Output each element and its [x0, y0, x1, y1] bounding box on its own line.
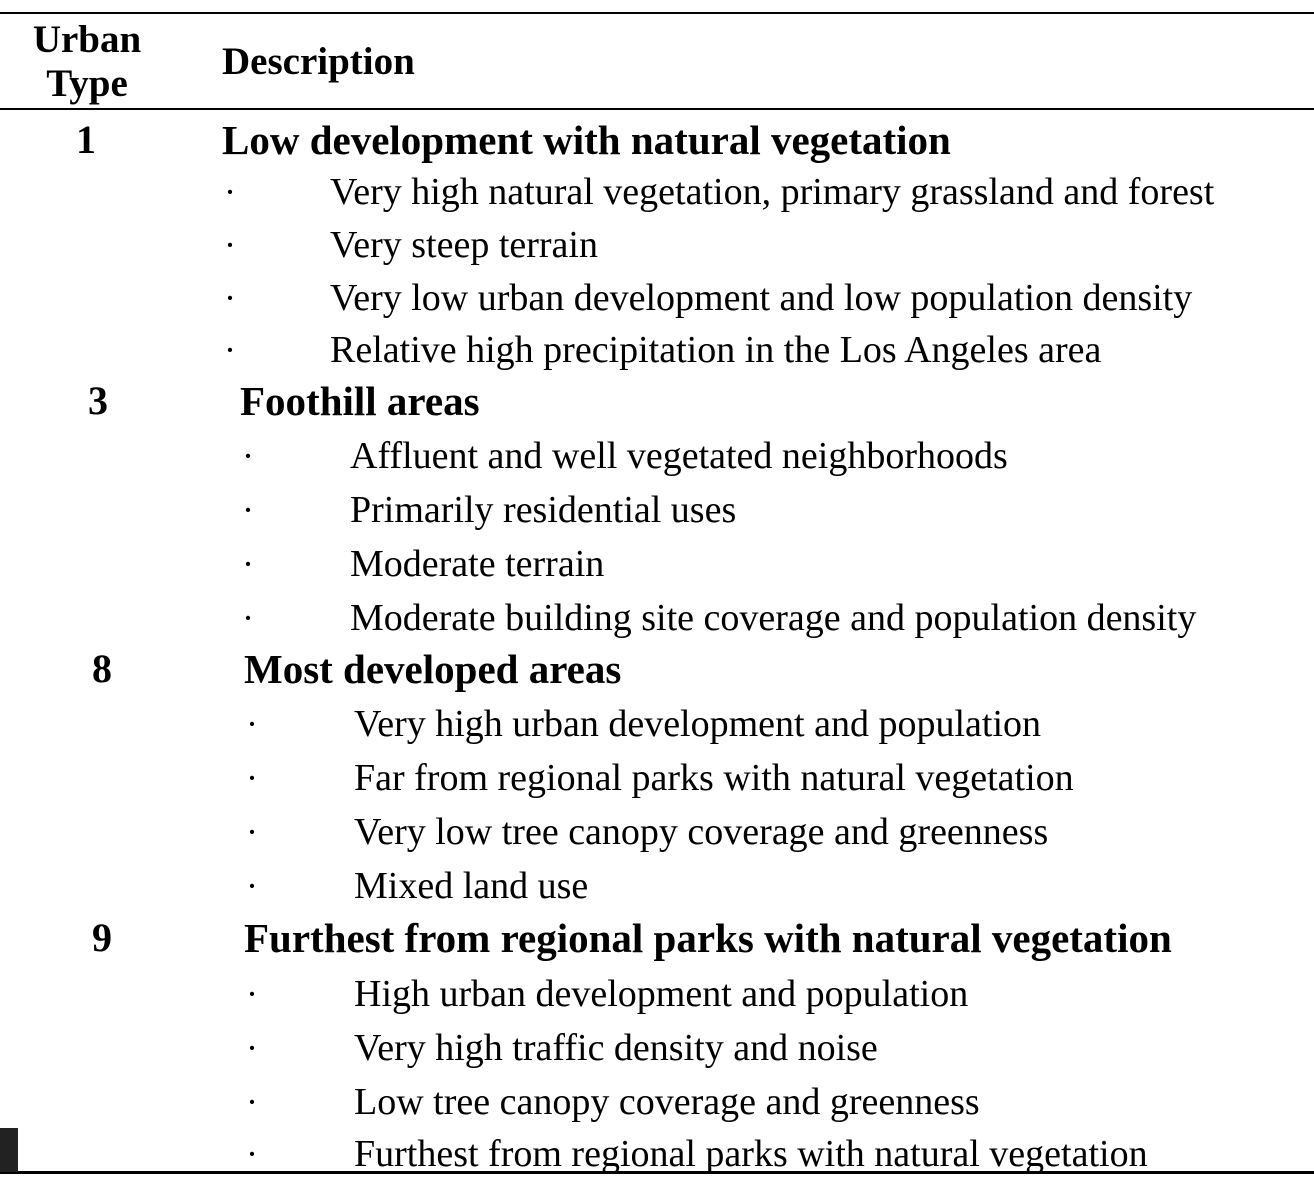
- table-header-rule: [0, 108, 1314, 110]
- bullet: ·: [246, 812, 258, 852]
- bullet: ·: [242, 544, 254, 584]
- bullet: ·: [224, 225, 236, 265]
- group-title: Foothill areas: [240, 378, 480, 424]
- list-item: Affluent and well vegetated neighborhoods: [350, 435, 1008, 477]
- list-item: Low tree canopy coverage and greenness: [354, 1081, 980, 1123]
- bullet: ·: [246, 704, 258, 744]
- urban-type-number: 8: [92, 646, 112, 691]
- bullet: ·: [246, 1028, 258, 1068]
- bullet: ·: [224, 330, 236, 370]
- list-item: Furthest from regional parks with natural vegetation: [354, 1133, 1148, 1175]
- list-item: Very low urban development and low population density: [330, 277, 1193, 319]
- list-item: Very high urban development and population: [354, 703, 1042, 745]
- list-item: Moderate terrain: [350, 543, 605, 585]
- bullet: ·: [246, 1134, 258, 1174]
- group-title: Furthest from regional parks with natural vegetation: [244, 915, 1172, 961]
- list-item: Moderate building site coverage and population density: [350, 597, 1197, 639]
- bullet: ·: [224, 278, 236, 318]
- urban-type-number: 1: [76, 117, 96, 162]
- list-item: Relative high precipitation in the Los Angeles area: [330, 329, 1102, 371]
- list-item: Very low tree canopy coverage and greenness: [354, 811, 1049, 853]
- group-title: Low development with natural vegetation: [222, 117, 951, 163]
- list-item: Far from regional parks with natural vegetation: [354, 757, 1074, 799]
- group-title: Most developed areas: [244, 646, 622, 692]
- bullet: ·: [242, 436, 254, 476]
- bullet: ·: [242, 598, 254, 638]
- list-item: Very high natural vegetation, primary grassland and forest: [330, 171, 1215, 213]
- urban-type-number: 3: [88, 378, 108, 423]
- list-item: Primarily residential uses: [350, 489, 737, 531]
- list-item: Very high traffic density and noise: [354, 1027, 878, 1069]
- bullet: ·: [246, 974, 258, 1014]
- scroll-thumb: [0, 1128, 18, 1172]
- table-top-rule: [0, 12, 1314, 14]
- header-urban-type-line1: Urban: [32, 18, 142, 61]
- header-urban-type-line2: Type: [46, 62, 128, 105]
- urban-type-number: 9: [92, 915, 112, 960]
- bullet: ·: [224, 172, 236, 212]
- list-item: Very steep terrain: [330, 224, 598, 266]
- bullet: ·: [246, 866, 258, 906]
- list-item: Mixed land use: [354, 865, 589, 907]
- bullet: ·: [242, 490, 254, 530]
- header-urban-type: [28, 18, 146, 106]
- list-item: High urban development and population: [354, 973, 969, 1015]
- bullet: ·: [246, 1082, 258, 1122]
- bullet: ·: [246, 758, 258, 798]
- header-description: Description: [222, 40, 415, 83]
